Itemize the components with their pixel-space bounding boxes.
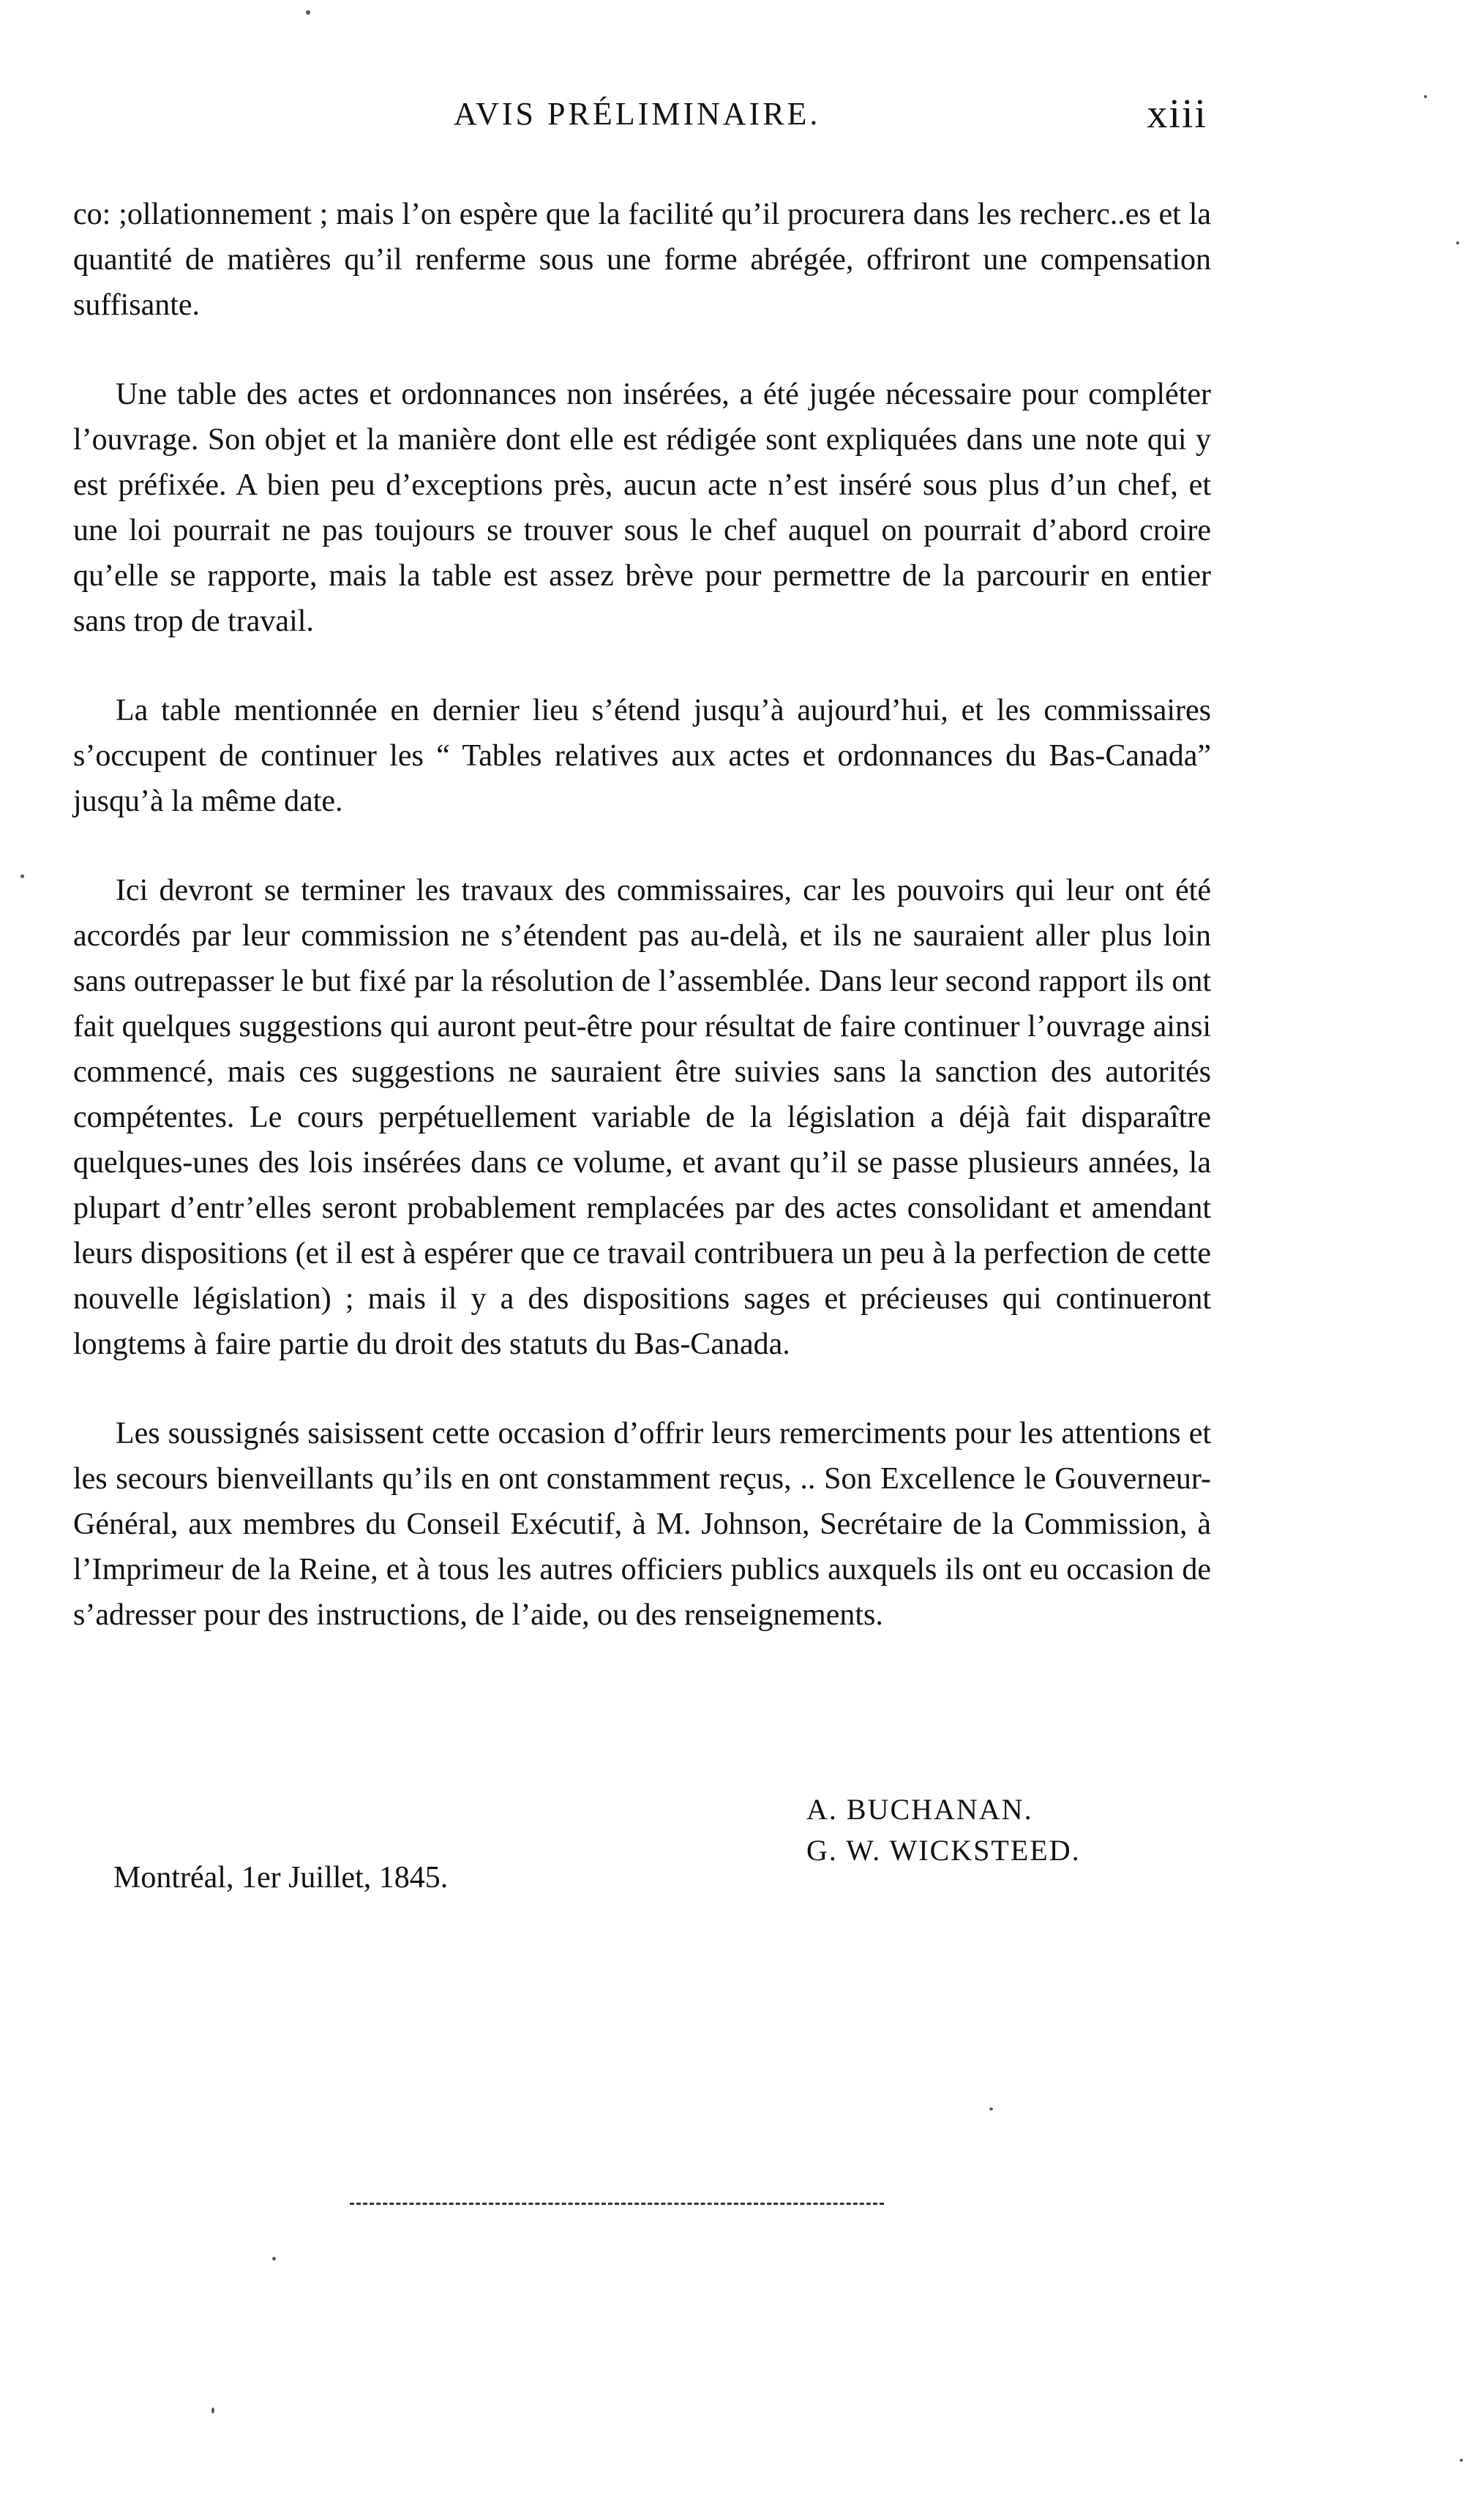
dateline: Montréal, 1er Juillet, 1845. bbox=[113, 1861, 449, 1895]
paragraph-commission-end: Ici devront se terminer les travaux des commissaires, car les pouvoirs qui leur ont été accordés par leur commission ne s’étendent pas au-delà, et ils ne sauraient aller plus loin sans outrepasser le but fixé par la résolution de l’assemblée. Dans leur second rapport ils ont fait quelques suggestions qui auront peut-être pour résultat de faire continuer l’ouvrage ainsi commencé, mais ces suggestions ne sauraient être suivies sans la sanction des autorités compétentes. Le cours perpétuellement variable de la législation a déjà fait disparaître quelques-unes des lois insérées dans ce volume, et avant qu’il se passe plusieurs années, la plupart d’entr’elles seront probablement remplacées par des actes consolidant et amendant leurs dispositions (et il est à espérer que ce travail contribuera un peu à la perfection de cette nouvelle législation) ; mais il y a des dispositions sages et précieuses qui continueront longtems à faire partie du droit des statuts du Bas-Canada. bbox=[73, 874, 1211, 1361]
running-title: AVIS PRÉLIMINAIRE. bbox=[454, 96, 821, 132]
scan-speck bbox=[20, 874, 24, 878]
closing-rule bbox=[350, 2203, 884, 2205]
paragraph-continuation: co: ;ollationnement ; mais l’on espère que la facilité qu’il procurera dans les recherc..es et la quantité de matières qu’il renferme sous une forme abrégée, offriront une compensation suffisante. bbox=[73, 198, 1211, 322]
scan-speck bbox=[1424, 95, 1427, 98]
page-number: xiii bbox=[1147, 91, 1207, 137]
paragraph-table-note: Une table des actes et ordonnances non insérées, a été jugée nécessaire pour compléter l’ouvrage. Son objet et la manière dont elle est rédigée sont expliquées dans une note qui y est préfixée. A bien peu d’exceptions près, aucun acte n’est inséré sous plus d’un chef, et une loi pourrait ne pas toujours se trouver sous le chef auquel on pourrait d’abord croire qu’elle se rapporte, mais la table est assez brève pour permettre de la parcourir en entier sans trop de travail. bbox=[73, 378, 1211, 638]
scan-speck bbox=[1456, 241, 1459, 244]
paragraph-table-continuation: La table mentionnée en dernier lieu s’étend jusqu’à aujourd’hui, et les commissaires s’occupent de continuer les “ Tables relatives aux actes et ordonnances du Bas-Canada” jusqu’à la même date. bbox=[73, 694, 1211, 818]
scan-speck bbox=[1460, 2459, 1463, 2462]
signature-buchanan: A. BUCHANAN. bbox=[806, 1793, 1033, 1826]
scan-speck bbox=[306, 10, 310, 15]
scan-speck bbox=[211, 2408, 214, 2413]
scan-speck bbox=[989, 2108, 993, 2110]
paragraph-thanks: Les soussignés saisissent cette occasion d’offrir leurs remerciments pour les attentions et les secours bienveillants qu’ils en ont constamment reçus, .. Son Excellence le Gouverneur-Général, aux membres du Conseil Exécutif, à M. Johnson, Secrétaire de la Commission, à l’Imprimeur de la Reine, et à tous les autres officiers publics auxquels ils ont eu occasion de s’adresser pour des instructions, de l’aide, ou des renseignements. bbox=[73, 1417, 1211, 1632]
running-head bbox=[73, 91, 1215, 146]
signature-block bbox=[806, 1789, 1081, 1871]
body-text bbox=[73, 192, 1211, 1682]
signature-wicksteed: G. W. WICKSTEED. bbox=[806, 1834, 1081, 1867]
scan-speck bbox=[272, 2257, 276, 2260]
